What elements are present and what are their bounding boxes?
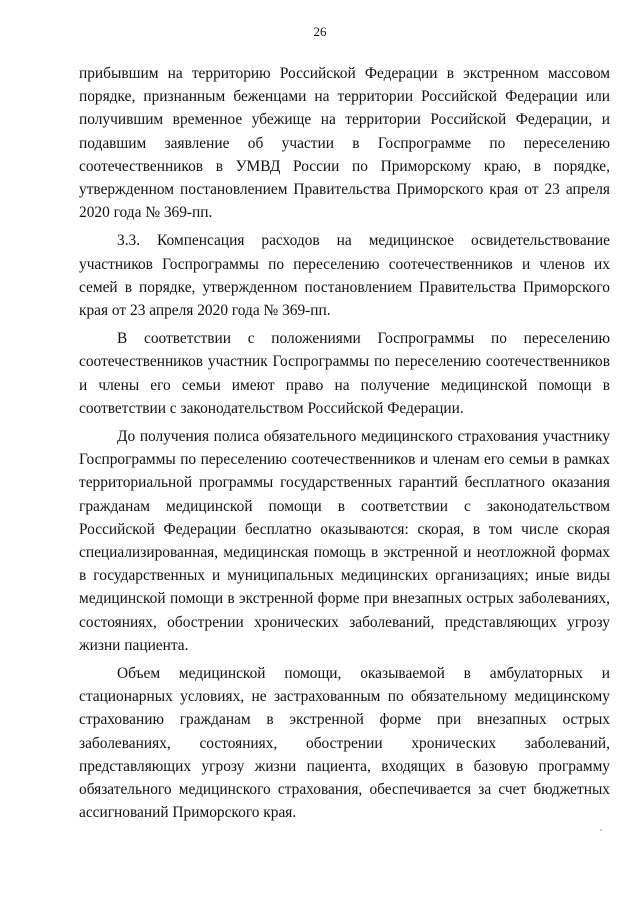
paragraph-continuation: прибывшим на территорию Российской Федерации в экстренном массовом порядке, признанным беженцами на территории Российской Федерации или получившим временное убежище на территории Российской Федерации, и подавшим заявление об участии в Госпрограмме по переселению соотечественников в УМВД России по Приморскому краю, в порядке, утвержденном постановлением Правительства Приморского края от 23 апреля 2020 года № 369-пп. [79,65,610,222]
paragraph-care-funding: Объем медицинской помощи, оказываемой в амбулаторных и стационарных условиях, не застрахованным по обязательному медицинскому страхованию гражданам в экстренной форме при внезапных острых заболеваниях, состояниях, обострении хронических заболеваний, представляющих угрозу жизни пациента, входящих в базовую программу обязательного медицинского страхования, обеспечивается за счет бюджетных ассигнований Приморского края. [79,665,610,822]
document-body [79,62,610,830]
paragraph-free-emergency-care: До получения полиса обязательного медицинского страхования участнику Госпрограммы по переселению соотечественников и членам его семьи в рамках территориальной программы государственных гарантий бесплатного оказания гражданам медицинской помощи в соответствии с законодательством Российской Федерации бесплатно оказываются: скорая, в том числе скорая специализированная, медицинская помощь в экстренной и неотложной формах в государственных и муниципальных медицинских организациях; иные виды медицинской помощи в экстренной форме при внезапных острых заболеваниях, состояниях, обострении хронических заболеваний, представляющих угрозу жизни пациента. [79,428,610,654]
page-number: 26 [313,24,327,39]
scan-speck [600,829,602,831]
paragraph-medical-care-right: В соответствии с положениями Госпрограммы по переселению соотечественников участник Госпрограммы по переселению соотечественников и члены его семьи имеют право на получение медицинской помощи в соответствии с законодательством Российской Федерации. [79,330,610,417]
paragraph-3-3-medical-exam-compensation: 3.3. Компенсация расходов на медицинское освидетельствование участников Госпрограммы по переселению соотечественников и членов их семей в порядке, утвержденном постановлением Правительства Приморского края от 23 апреля 2020 года № 369-пп. [79,232,610,320]
